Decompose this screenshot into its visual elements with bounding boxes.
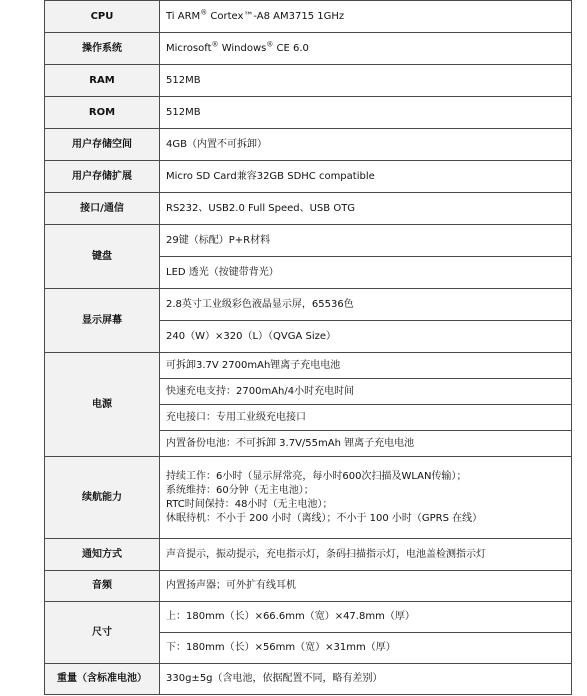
table-row (45, 33, 572, 65)
row-value: 240（W）×320（L）（QVGA Size） (160, 321, 572, 353)
row-label: RAM (45, 65, 160, 97)
table-row (45, 225, 572, 257)
row-value: 持续工作：6小时（显示屏常亮，每小时600次扫描及WLAN传输）； (166, 470, 467, 482)
row-value: 内置扬声器；可外扩有线耳机 (160, 571, 572, 602)
row-value-group (160, 457, 572, 539)
row-value: Ti ARM® Cortex™-A8 AM3715 1GHz (160, 1, 572, 33)
row-value: 快速充电支持：2700mAh/4小时充电时间 (160, 379, 572, 405)
row-label: 用户存储空间 (45, 129, 160, 161)
row-value: 充电接口：专用工业级充电接口 (160, 405, 572, 431)
table-row (45, 571, 572, 602)
row-label: 续航能力 (45, 457, 160, 539)
row-label: CPU (45, 1, 160, 33)
table-row (45, 1, 572, 33)
row-value: Micro SD Card兼容32GB SDHC compatible (160, 161, 572, 193)
table-row (45, 97, 572, 129)
row-value: RTC时间保持：48小时（无主电池）； (166, 498, 333, 510)
row-label: 音频 (45, 571, 160, 602)
table-row (45, 664, 572, 695)
row-value: 512MB (160, 97, 572, 129)
table-row (45, 539, 572, 571)
row-value: 休眠待机：不小于 200 小时（离线）；不小于 100 小时（GPRS 在线） (166, 512, 483, 524)
row-label: 用户存储扩展 (45, 161, 160, 193)
table-row (45, 602, 572, 633)
row-value: 2.8英寸工业级彩色液晶显示屏，65536色 (160, 289, 572, 321)
row-label: 显示屏幕 (45, 289, 160, 353)
row-label: 接口/通信 (45, 193, 160, 225)
table-row (45, 193, 572, 225)
row-label: ROM (45, 97, 160, 129)
table-row (45, 161, 572, 193)
table-row (45, 129, 572, 161)
row-label: 通知方式 (45, 539, 160, 571)
row-value: 可拆卸3.7V 2700mAh锂离子充电电池 (160, 353, 572, 379)
row-value: 声音提示，振动提示，充电指示灯，条码扫描指示灯，电池盖检测指示灯 (160, 539, 572, 571)
row-value: 上：180mm（长）×66.6mm（宽）×47.8mm（厚） (160, 602, 572, 633)
table-row (45, 353, 572, 379)
row-value: 下：180mm（长）×56mm（宽）×31mm（厚） (160, 633, 572, 664)
row-value: 29键（标配）P+R材料 (160, 225, 572, 257)
row-value: 330g±5g（含电池，依据配置不同，略有差别） (160, 664, 572, 695)
row-value: 4GB（内置不可拆卸） (160, 129, 572, 161)
table-row (45, 457, 572, 539)
row-value: Microsoft® Windows® CE 6.0 (160, 33, 572, 65)
row-label: 键盘 (45, 225, 160, 289)
row-label: 尺寸 (45, 602, 160, 664)
row-label: 重量（含标准电池） (45, 664, 160, 695)
row-value: 内置备份电池：不可拆卸 3.7V/55mAh 锂离子充电电池 (160, 431, 572, 457)
row-label: 电源 (45, 353, 160, 457)
spec-table (44, 0, 572, 695)
row-value: 系统维持：60分钟（无主电池）； (166, 484, 314, 496)
table-row (45, 289, 572, 321)
table-row (45, 65, 572, 97)
row-label: 操作系统 (45, 33, 160, 65)
row-value: LED 透光（按键带背光） (160, 257, 572, 289)
row-value: RS232、USB2.0 Full Speed、USB OTG (160, 193, 572, 225)
row-value: 512MB (160, 65, 572, 97)
